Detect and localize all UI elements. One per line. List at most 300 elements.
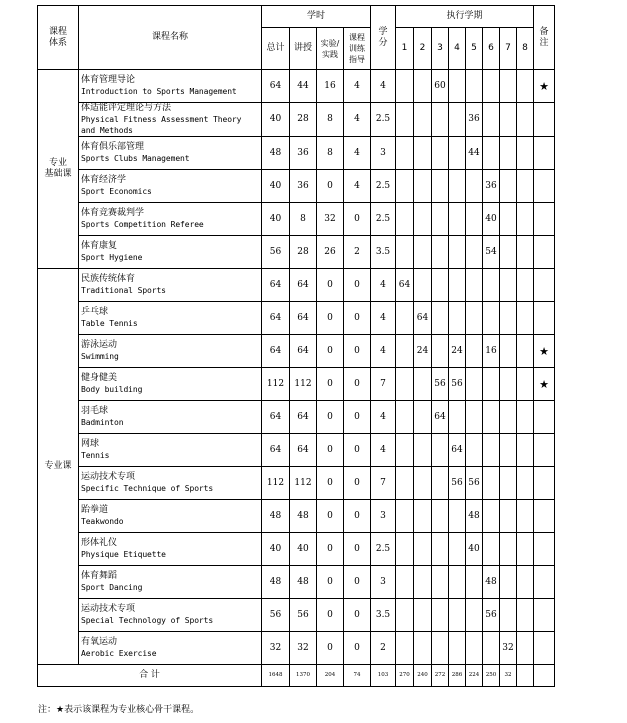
course-semester-5: 48 (466, 500, 483, 533)
course-name-en: Aerobic Exercise (81, 649, 157, 658)
course-practice: 0 (317, 632, 344, 665)
course-guidance: 0 (344, 533, 371, 566)
course-name-cell (79, 103, 262, 137)
header-guidance: 课程 训练 指导 (344, 28, 371, 70)
course-semester-3 (432, 500, 449, 533)
course-name-cn: 形体礼仪 (81, 538, 118, 548)
course-credits: 4 (371, 70, 396, 103)
course-guidance: 4 (344, 170, 371, 203)
course-credits: 3 (371, 137, 396, 170)
course-semester-5 (466, 203, 483, 236)
course-semester-6: 36 (483, 170, 500, 203)
course-practice: 0 (317, 170, 344, 203)
header-remarks: 备 注 (534, 6, 555, 70)
table-row (38, 533, 555, 566)
course-name-cn: 运动技术专项 (81, 604, 136, 614)
course-guidance: 0 (344, 335, 371, 368)
course-practice: 32 (317, 203, 344, 236)
course-remark: ★ (534, 368, 555, 401)
course-semester-6: 16 (483, 335, 500, 368)
course-semester-6: 56 (483, 599, 500, 632)
course-name-cell (79, 170, 262, 203)
course-lecture: 112 (290, 368, 317, 401)
header-semester-8: 8 (517, 28, 534, 70)
header-semester-1: 1 (396, 28, 414, 70)
course-guidance: 0 (344, 500, 371, 533)
course-credits: 4 (371, 302, 396, 335)
course-semester-6 (483, 137, 500, 170)
course-semester-1 (396, 599, 414, 632)
course-semester-8 (517, 203, 534, 236)
totals-guidance: 74 (344, 665, 371, 687)
course-semester-7 (500, 137, 517, 170)
course-semester-8 (517, 70, 534, 103)
course-credits: 2.5 (371, 203, 396, 236)
course-semester-1 (396, 70, 414, 103)
course-remark (534, 500, 555, 533)
course-semester-8 (517, 137, 534, 170)
course-name-cn: 体育舞蹈 (81, 571, 118, 581)
course-guidance: 4 (344, 70, 371, 103)
course-total: 64 (262, 335, 290, 368)
course-practice: 0 (317, 566, 344, 599)
course-total: 40 (262, 533, 290, 566)
course-semester-6 (483, 401, 500, 434)
totals-row (38, 665, 555, 687)
course-name-cell (79, 500, 262, 533)
course-semester-1 (396, 434, 414, 467)
course-credits: 2.5 (371, 103, 396, 137)
course-total: 64 (262, 434, 290, 467)
course-practice: 0 (317, 599, 344, 632)
course-practice: 0 (317, 533, 344, 566)
course-semester-8 (517, 434, 534, 467)
course-semester-2 (414, 103, 432, 137)
course-semester-8 (517, 467, 534, 500)
course-lecture: 64 (290, 401, 317, 434)
header-semester-3: 3 (432, 28, 449, 70)
course-total: 32 (262, 632, 290, 665)
course-remark (534, 103, 555, 137)
course-semester-7 (500, 467, 517, 500)
course-semester-8 (517, 302, 534, 335)
course-practice: 16 (317, 70, 344, 103)
totals-practice: 204 (317, 665, 344, 687)
course-name-cn: 体育康复 (81, 241, 118, 251)
course-total: 56 (262, 236, 290, 269)
course-semester-2 (414, 269, 432, 302)
course-guidance: 4 (344, 137, 371, 170)
table-row (38, 401, 555, 434)
course-semester-7 (500, 236, 517, 269)
course-semester-4 (449, 137, 466, 170)
totals-semester-3: 272 (432, 665, 449, 687)
course-name-en: Physical Fitness Assessment Theory and Methods (81, 115, 242, 135)
course-semester-4 (449, 500, 466, 533)
course-remark (534, 236, 555, 269)
course-total: 64 (262, 70, 290, 103)
course-practice: 26 (317, 236, 344, 269)
course-name-en: Sports Clubs Management (81, 154, 190, 163)
course-semester-6: 54 (483, 236, 500, 269)
table-row (38, 103, 555, 137)
course-semester-3 (432, 236, 449, 269)
table-row (38, 70, 555, 103)
course-semester-5 (466, 599, 483, 632)
course-remark (534, 599, 555, 632)
table-row (38, 500, 555, 533)
header-lecture: 讲授 (290, 28, 317, 70)
course-semester-5 (466, 566, 483, 599)
course-practice: 0 (317, 269, 344, 302)
course-semester-2 (414, 467, 432, 500)
course-semester-5 (466, 170, 483, 203)
course-semester-3 (432, 335, 449, 368)
header-semester-2: 2 (414, 28, 432, 70)
course-semester-7 (500, 599, 517, 632)
course-semester-7: 32 (500, 632, 517, 665)
header-hours: 学时 (262, 6, 371, 28)
course-name-cell (79, 70, 262, 103)
course-name-cn: 体适能评定理论与方法 (81, 103, 172, 113)
course-semester-5 (466, 335, 483, 368)
course-name-cn: 网球 (81, 439, 100, 449)
course-credits: 2 (371, 632, 396, 665)
totals-semester-7: 32 (500, 665, 517, 687)
course-lecture: 64 (290, 302, 317, 335)
course-guidance: 0 (344, 269, 371, 302)
header-course-name: 课程名称 (79, 6, 262, 70)
course-semester-8 (517, 335, 534, 368)
course-semester-1 (396, 335, 414, 368)
course-semester-7 (500, 269, 517, 302)
course-lecture: 40 (290, 533, 317, 566)
course-semester-1 (396, 170, 414, 203)
course-semester-6 (483, 467, 500, 500)
course-name-cell (79, 203, 262, 236)
header-total: 总计 (262, 28, 290, 70)
table-row (38, 170, 555, 203)
course-credits: 3.5 (371, 599, 396, 632)
course-credits: 2.5 (371, 533, 396, 566)
header-system: 课程 体系 (38, 6, 79, 70)
course-name-cn: 有氧运动 (81, 637, 118, 647)
course-name-cn: 体育竞赛裁判学 (81, 208, 145, 218)
course-lecture: 28 (290, 103, 317, 137)
course-lecture: 36 (290, 137, 317, 170)
course-total: 64 (262, 269, 290, 302)
course-semester-4: 56 (449, 368, 466, 401)
course-name-en: Special Technology of Sports (81, 616, 214, 625)
totals-label: 合 计 (38, 665, 262, 687)
course-semester-7 (500, 302, 517, 335)
course-name-cn: 游泳运动 (81, 340, 118, 350)
course-semester-3 (432, 599, 449, 632)
course-lecture: 48 (290, 566, 317, 599)
course-name-en: Badminton (81, 418, 124, 427)
course-semester-6 (483, 368, 500, 401)
course-semester-7 (500, 203, 517, 236)
course-semester-5 (466, 368, 483, 401)
course-semester-2 (414, 170, 432, 203)
course-semester-5 (466, 269, 483, 302)
course-semester-8 (517, 533, 534, 566)
course-lecture: 112 (290, 467, 317, 500)
table-row (38, 368, 555, 401)
course-remark (534, 632, 555, 665)
table-row (38, 137, 555, 170)
course-lecture: 64 (290, 335, 317, 368)
course-name-cn: 健身健美 (81, 373, 118, 383)
course-semester-2 (414, 203, 432, 236)
course-remark (534, 269, 555, 302)
table-row (38, 302, 555, 335)
course-semester-7 (500, 500, 517, 533)
course-semester-4: 56 (449, 467, 466, 500)
table-row (38, 599, 555, 632)
course-semester-1 (396, 368, 414, 401)
totals-total: 1648 (262, 665, 290, 687)
course-name-cn: 体育经济学 (81, 175, 127, 185)
course-total: 40 (262, 170, 290, 203)
course-remark: ★ (534, 335, 555, 368)
course-name-cn: 体育管理导论 (81, 75, 136, 85)
course-semester-2: 24 (414, 335, 432, 368)
course-semester-6 (483, 434, 500, 467)
course-semester-3 (432, 137, 449, 170)
course-semester-4 (449, 302, 466, 335)
course-lecture: 28 (290, 236, 317, 269)
course-semester-3 (432, 467, 449, 500)
course-total: 64 (262, 401, 290, 434)
course-guidance: 2 (344, 236, 371, 269)
course-semester-2: 64 (414, 302, 432, 335)
course-semester-7 (500, 70, 517, 103)
course-semester-3 (432, 269, 449, 302)
totals-credits: 103 (371, 665, 396, 687)
course-guidance: 4 (344, 103, 371, 137)
course-practice: 0 (317, 434, 344, 467)
course-semester-8 (517, 599, 534, 632)
course-semester-3 (432, 566, 449, 599)
totals-lecture: 1370 (290, 665, 317, 687)
course-semester-7 (500, 368, 517, 401)
course-guidance: 0 (344, 566, 371, 599)
course-semester-3 (432, 170, 449, 203)
header-semesters: 执行学期 (396, 6, 534, 28)
course-guidance: 0 (344, 467, 371, 500)
course-semester-5 (466, 236, 483, 269)
course-name-cell (79, 401, 262, 434)
course-semester-6 (483, 103, 500, 137)
course-semester-2 (414, 533, 432, 566)
course-remark (534, 566, 555, 599)
course-guidance: 0 (344, 434, 371, 467)
course-semester-4 (449, 203, 466, 236)
course-semester-3 (432, 103, 449, 137)
course-semester-3 (432, 632, 449, 665)
course-name-cell (79, 302, 262, 335)
course-credits: 3 (371, 566, 396, 599)
course-semester-7 (500, 103, 517, 137)
course-name-en: Sport Hygiene (81, 253, 143, 262)
course-semester-2 (414, 401, 432, 434)
course-semester-8 (517, 632, 534, 665)
course-lecture: 48 (290, 500, 317, 533)
course-semester-8 (517, 269, 534, 302)
course-guidance: 0 (344, 302, 371, 335)
course-semester-5 (466, 302, 483, 335)
course-semester-5 (466, 70, 483, 103)
course-semester-2 (414, 599, 432, 632)
course-semester-1 (396, 236, 414, 269)
header-semester-5: 5 (466, 28, 483, 70)
course-semester-5 (466, 632, 483, 665)
course-total: 64 (262, 302, 290, 335)
header-semester-4: 4 (449, 28, 466, 70)
course-semester-1 (396, 632, 414, 665)
course-semester-7 (500, 566, 517, 599)
course-semester-8 (517, 500, 534, 533)
course-semester-2 (414, 70, 432, 103)
course-guidance: 0 (344, 401, 371, 434)
course-practice: 8 (317, 137, 344, 170)
course-semester-1 (396, 103, 414, 137)
course-semester-5: 56 (466, 467, 483, 500)
footnote: 注：★表示该课程为专业核心骨干课程。 (38, 705, 200, 715)
course-semester-7 (500, 533, 517, 566)
course-semester-3 (432, 434, 449, 467)
course-name-en: Sport Economics (81, 187, 152, 196)
totals-semester-2: 240 (414, 665, 432, 687)
course-name-cell (79, 335, 262, 368)
course-semester-1 (396, 401, 414, 434)
course-semester-4 (449, 401, 466, 434)
course-name-cell (79, 632, 262, 665)
course-semester-6 (483, 302, 500, 335)
course-name-cn: 跆拳道 (81, 505, 109, 515)
course-semester-1: 64 (396, 269, 414, 302)
course-semester-1 (396, 500, 414, 533)
table-row (38, 203, 555, 236)
course-remark (534, 434, 555, 467)
course-lecture: 64 (290, 434, 317, 467)
table-row (38, 335, 555, 368)
course-semester-3: 64 (432, 401, 449, 434)
course-semester-1 (396, 566, 414, 599)
course-name-cell (79, 434, 262, 467)
table-row (38, 632, 555, 665)
totals-semester-1: 270 (396, 665, 414, 687)
course-semester-2 (414, 566, 432, 599)
course-semester-7 (500, 434, 517, 467)
course-semester-4 (449, 269, 466, 302)
course-name-cell (79, 599, 262, 632)
course-lecture: 8 (290, 203, 317, 236)
course-name-en: Body building (81, 385, 143, 394)
course-guidance: 0 (344, 203, 371, 236)
course-semester-4 (449, 103, 466, 137)
course-practice: 0 (317, 368, 344, 401)
course-name-en: Traditional Sports (81, 286, 166, 295)
course-semester-8 (517, 566, 534, 599)
course-remark (534, 401, 555, 434)
course-semester-4 (449, 170, 466, 203)
course-name-en: Teakwondo (81, 517, 124, 526)
course-semester-6 (483, 632, 500, 665)
course-name-cn: 羽毛球 (81, 406, 109, 416)
course-semester-2 (414, 500, 432, 533)
course-semester-4: 64 (449, 434, 466, 467)
course-name-cell (79, 368, 262, 401)
course-total: 48 (262, 566, 290, 599)
course-lecture: 44 (290, 70, 317, 103)
table-row (38, 467, 555, 500)
course-semester-2 (414, 137, 432, 170)
course-credits: 4 (371, 335, 396, 368)
course-name-en: Table Tennis (81, 319, 138, 328)
course-semester-4 (449, 70, 466, 103)
course-name-cn: 乒乓球 (81, 307, 109, 317)
totals-semester-6: 250 (483, 665, 500, 687)
course-semester-1 (396, 137, 414, 170)
course-semester-6 (483, 533, 500, 566)
totals-semester-8 (517, 665, 534, 687)
header-credits: 学 分 (371, 6, 396, 70)
course-semester-8 (517, 368, 534, 401)
course-practice: 0 (317, 335, 344, 368)
course-semester-1 (396, 533, 414, 566)
course-name-en: Physique Etiquette (81, 550, 166, 559)
table-row (38, 236, 555, 269)
curriculum-table (37, 5, 555, 687)
course-name-en: Sport Dancing (81, 583, 143, 592)
course-total: 40 (262, 103, 290, 137)
course-name-cell (79, 137, 262, 170)
course-semester-1 (396, 467, 414, 500)
course-semester-5 (466, 434, 483, 467)
course-name-cn: 体育俱乐部管理 (81, 142, 145, 152)
course-remark (534, 203, 555, 236)
course-semester-1 (396, 203, 414, 236)
course-credits: 4 (371, 434, 396, 467)
course-guidance: 0 (344, 368, 371, 401)
table-row (38, 434, 555, 467)
course-name-en: Introduction to Sports Management (81, 87, 237, 96)
course-total: 48 (262, 500, 290, 533)
course-semester-7 (500, 401, 517, 434)
course-credits: 2.5 (371, 170, 396, 203)
course-credits: 3.5 (371, 236, 396, 269)
course-credits: 3 (371, 500, 396, 533)
course-semester-3 (432, 533, 449, 566)
course-lecture: 56 (290, 599, 317, 632)
course-semester-3 (432, 203, 449, 236)
course-credits: 4 (371, 401, 396, 434)
course-semester-7 (500, 170, 517, 203)
course-name-cell (79, 236, 262, 269)
course-semester-5 (466, 401, 483, 434)
course-semester-3: 56 (432, 368, 449, 401)
course-remark: ★ (534, 70, 555, 103)
course-semester-8 (517, 401, 534, 434)
course-semester-6: 48 (483, 566, 500, 599)
course-practice: 0 (317, 302, 344, 335)
course-name-cell (79, 566, 262, 599)
course-semester-6 (483, 500, 500, 533)
course-semester-4 (449, 599, 466, 632)
totals-semester-5: 224 (466, 665, 483, 687)
